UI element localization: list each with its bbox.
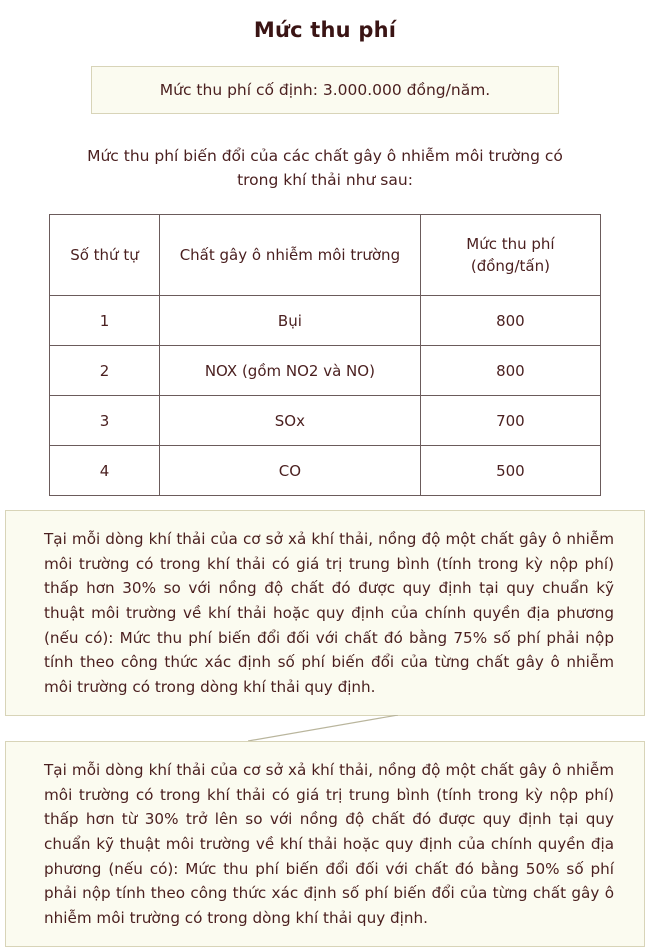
fee-table-head bbox=[50, 215, 601, 296]
note-text: Tại mỗi dòng khí thải của cơ sở xả khí thải, nồng độ một chất gây ô nhiễm môi trường có trong khí thải có giá trị trung bình (tính trong kỳ nộp phí) thấp hơn 30% so với nồng độ chất đó được quy định tại quy chuẩn kỹ thuật môi trường về khí thải hoặc quy định của chính quyền địa phương (nếu có): Mức thu phí biến đổi đối với chất đó bằng 75% số phí phải nộp tính theo công thức xác định số phí biến đổi của từng chất gây ô nhiễm môi trường có trong dòng khí thải quy định. bbox=[44, 530, 614, 696]
fixed-fee-text: Mức thu phí cố định: 3.000.000 đồng/năm. bbox=[159, 81, 491, 99]
note-box-50-percent bbox=[5, 741, 645, 947]
column-header-fee-line2: (đồng/tấn) bbox=[470, 257, 550, 276]
connector-line bbox=[248, 715, 398, 741]
cell-index: 4 bbox=[50, 446, 160, 496]
fee-table-body bbox=[50, 296, 601, 496]
cell-fee: 800 bbox=[420, 346, 600, 396]
table-row bbox=[50, 346, 601, 396]
column-header-fee-line1: Mức thu phí bbox=[466, 234, 555, 253]
table-row bbox=[50, 396, 601, 446]
table-row bbox=[50, 446, 601, 496]
cell-fee: 500 bbox=[420, 446, 600, 496]
cell-fee: 700 bbox=[420, 396, 600, 446]
cell-pollutant: NOX (gồm NO2 và NO) bbox=[159, 346, 420, 396]
cell-pollutant: Bụi bbox=[159, 296, 420, 346]
cell-pollutant: SOx bbox=[159, 396, 420, 446]
fee-table bbox=[49, 214, 601, 496]
column-header-pollutant: Chất gây ô nhiễm môi trường bbox=[159, 215, 420, 296]
table-header-row bbox=[50, 215, 601, 296]
note-box-75-percent bbox=[5, 510, 645, 716]
cell-index: 1 bbox=[50, 296, 160, 346]
cell-pollutant: CO bbox=[159, 446, 420, 496]
note-text: Tại mỗi dòng khí thải của cơ sở xả khí thải, nồng độ một chất gây ô nhiễm môi trường có trong khí thải có giá trị trung bình (tính trong kỳ nộp phí) thấp hơn từ 30% trở lên so với nồng độ chất đó được quy định tại quy chuẩn kỹ thuật môi trường về khí thải hoặc quy định của chính quyền địa phương (nếu có): Mức thu phí biến đổi đối với chất đó bằng 50% số phí phải nộp tính theo công thức xác định số phí biến đổi của từng chất gây ô nhiễm môi trường có trong dòng khí thải quy định. bbox=[44, 761, 614, 927]
cell-index: 3 bbox=[50, 396, 160, 446]
page-title: Mức thu phí bbox=[253, 18, 397, 42]
table-row bbox=[50, 296, 601, 346]
document-page bbox=[0, 18, 650, 937]
column-header-index: Số thứ tự bbox=[50, 215, 160, 296]
intro-paragraph: Mức thu phí biến đổi của các chất gây ô nhiễm môi trường có trong khí thải như sau: bbox=[87, 147, 563, 190]
fixed-fee-callout bbox=[91, 66, 559, 114]
cell-index: 2 bbox=[50, 346, 160, 396]
cell-fee: 800 bbox=[420, 296, 600, 346]
column-header-fee bbox=[420, 215, 600, 296]
